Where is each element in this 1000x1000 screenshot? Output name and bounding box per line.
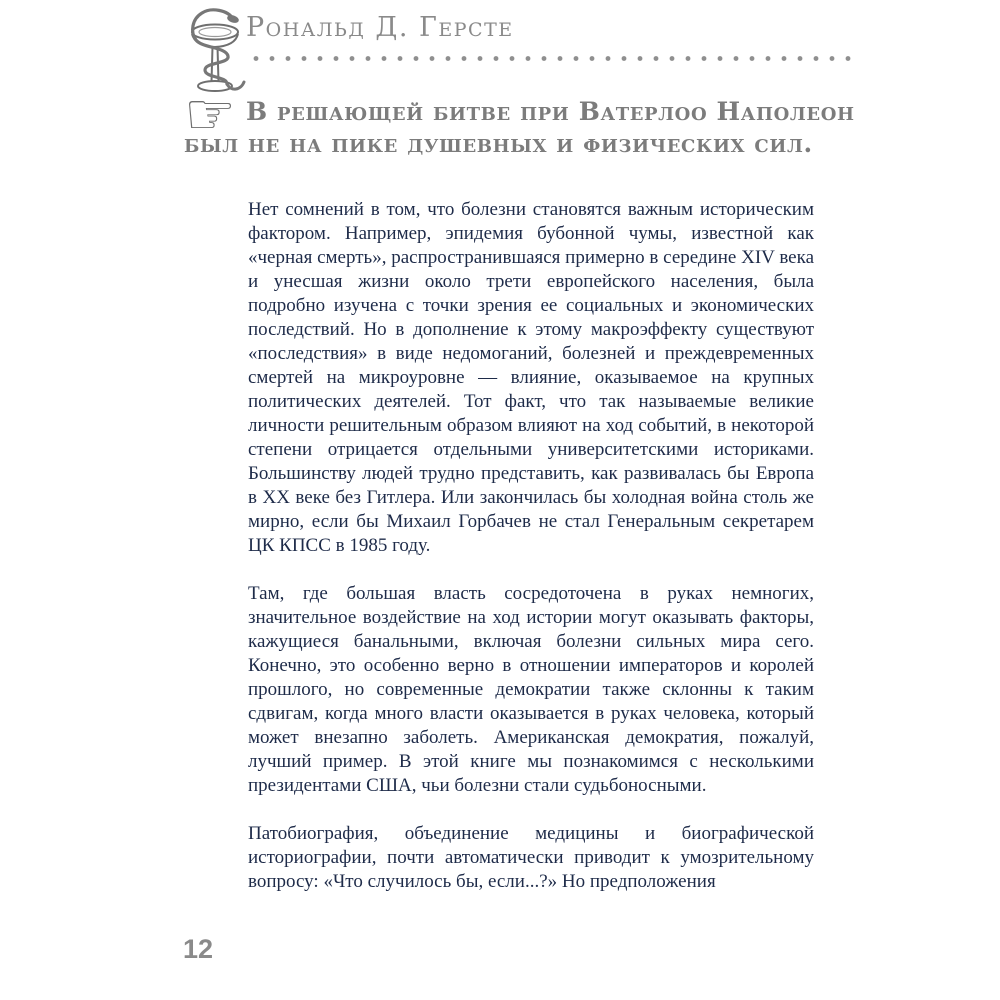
key-point-callout [184, 80, 860, 160]
body-text-column [248, 198, 814, 918]
body-paragraph: Патобиография, объединение медицины и биографической историографии, почти автоматически приводит к умозрительному вопросу: «Что случилось бы, если...?» Но предположения [248, 823, 814, 892]
author-name: Рональд Д. Герсте [246, 12, 514, 43]
manicule-pointing-hand-icon: ☞ [184, 80, 236, 148]
dotted-divider [246, 54, 858, 63]
callout-text: В решающей битве при Ватерлоо Наполеон был не на пике душевных и физических сил. [184, 97, 855, 158]
body-paragraph: Там, где большая власть сосредоточена в руках немногих, значительное воздействие на ход истории могут оказывать факторы, кажущиеся банальными, включая болезни сильных мира сего. Конечно, это особенно верно в отношении императоров и королей прошлого, но современные демократии также склонны к таким сдвигам, когда много власти оказывается в руках человека, который может внезапно заболеть. Американская демократия, пожалуй, лучший пример. В этой книге мы познакомимся с несколькими президентами США, чьи болезни стали судьбоносными. [248, 583, 814, 796]
body-paragraph: Нет сомнений в том, что болезни становятся важным историческим фактором. Например, эпидемия бубонной чумы, известной как «черная смерть», распространившаяся примерно в середине XIV века и унесшая жизни около трети европейского населения, была подробно изучена с точки зрения ее социальных и экономических последствий. Но в дополнение к этому макроэффекту существуют «последствия» в виде недомоганий, болезней и преждевременных смертей на микроуровне — влияние, оказываемое на крупных политических деятелей. Тот факт, что так называемые великие личности решительным образом влияют на ход событий, в некоторой степени отрицается отдельными университетскими историками. Большинству людей трудно представить, как развивалась бы Европа в XX веке без Гитлера. Или закончилась бы холодная война столь же мирно, если бы Михаил Горбачев не стал Генеральным секретарем ЦК КПСС в 1985 году. [248, 199, 814, 556]
page-number: 12 [183, 934, 214, 964]
